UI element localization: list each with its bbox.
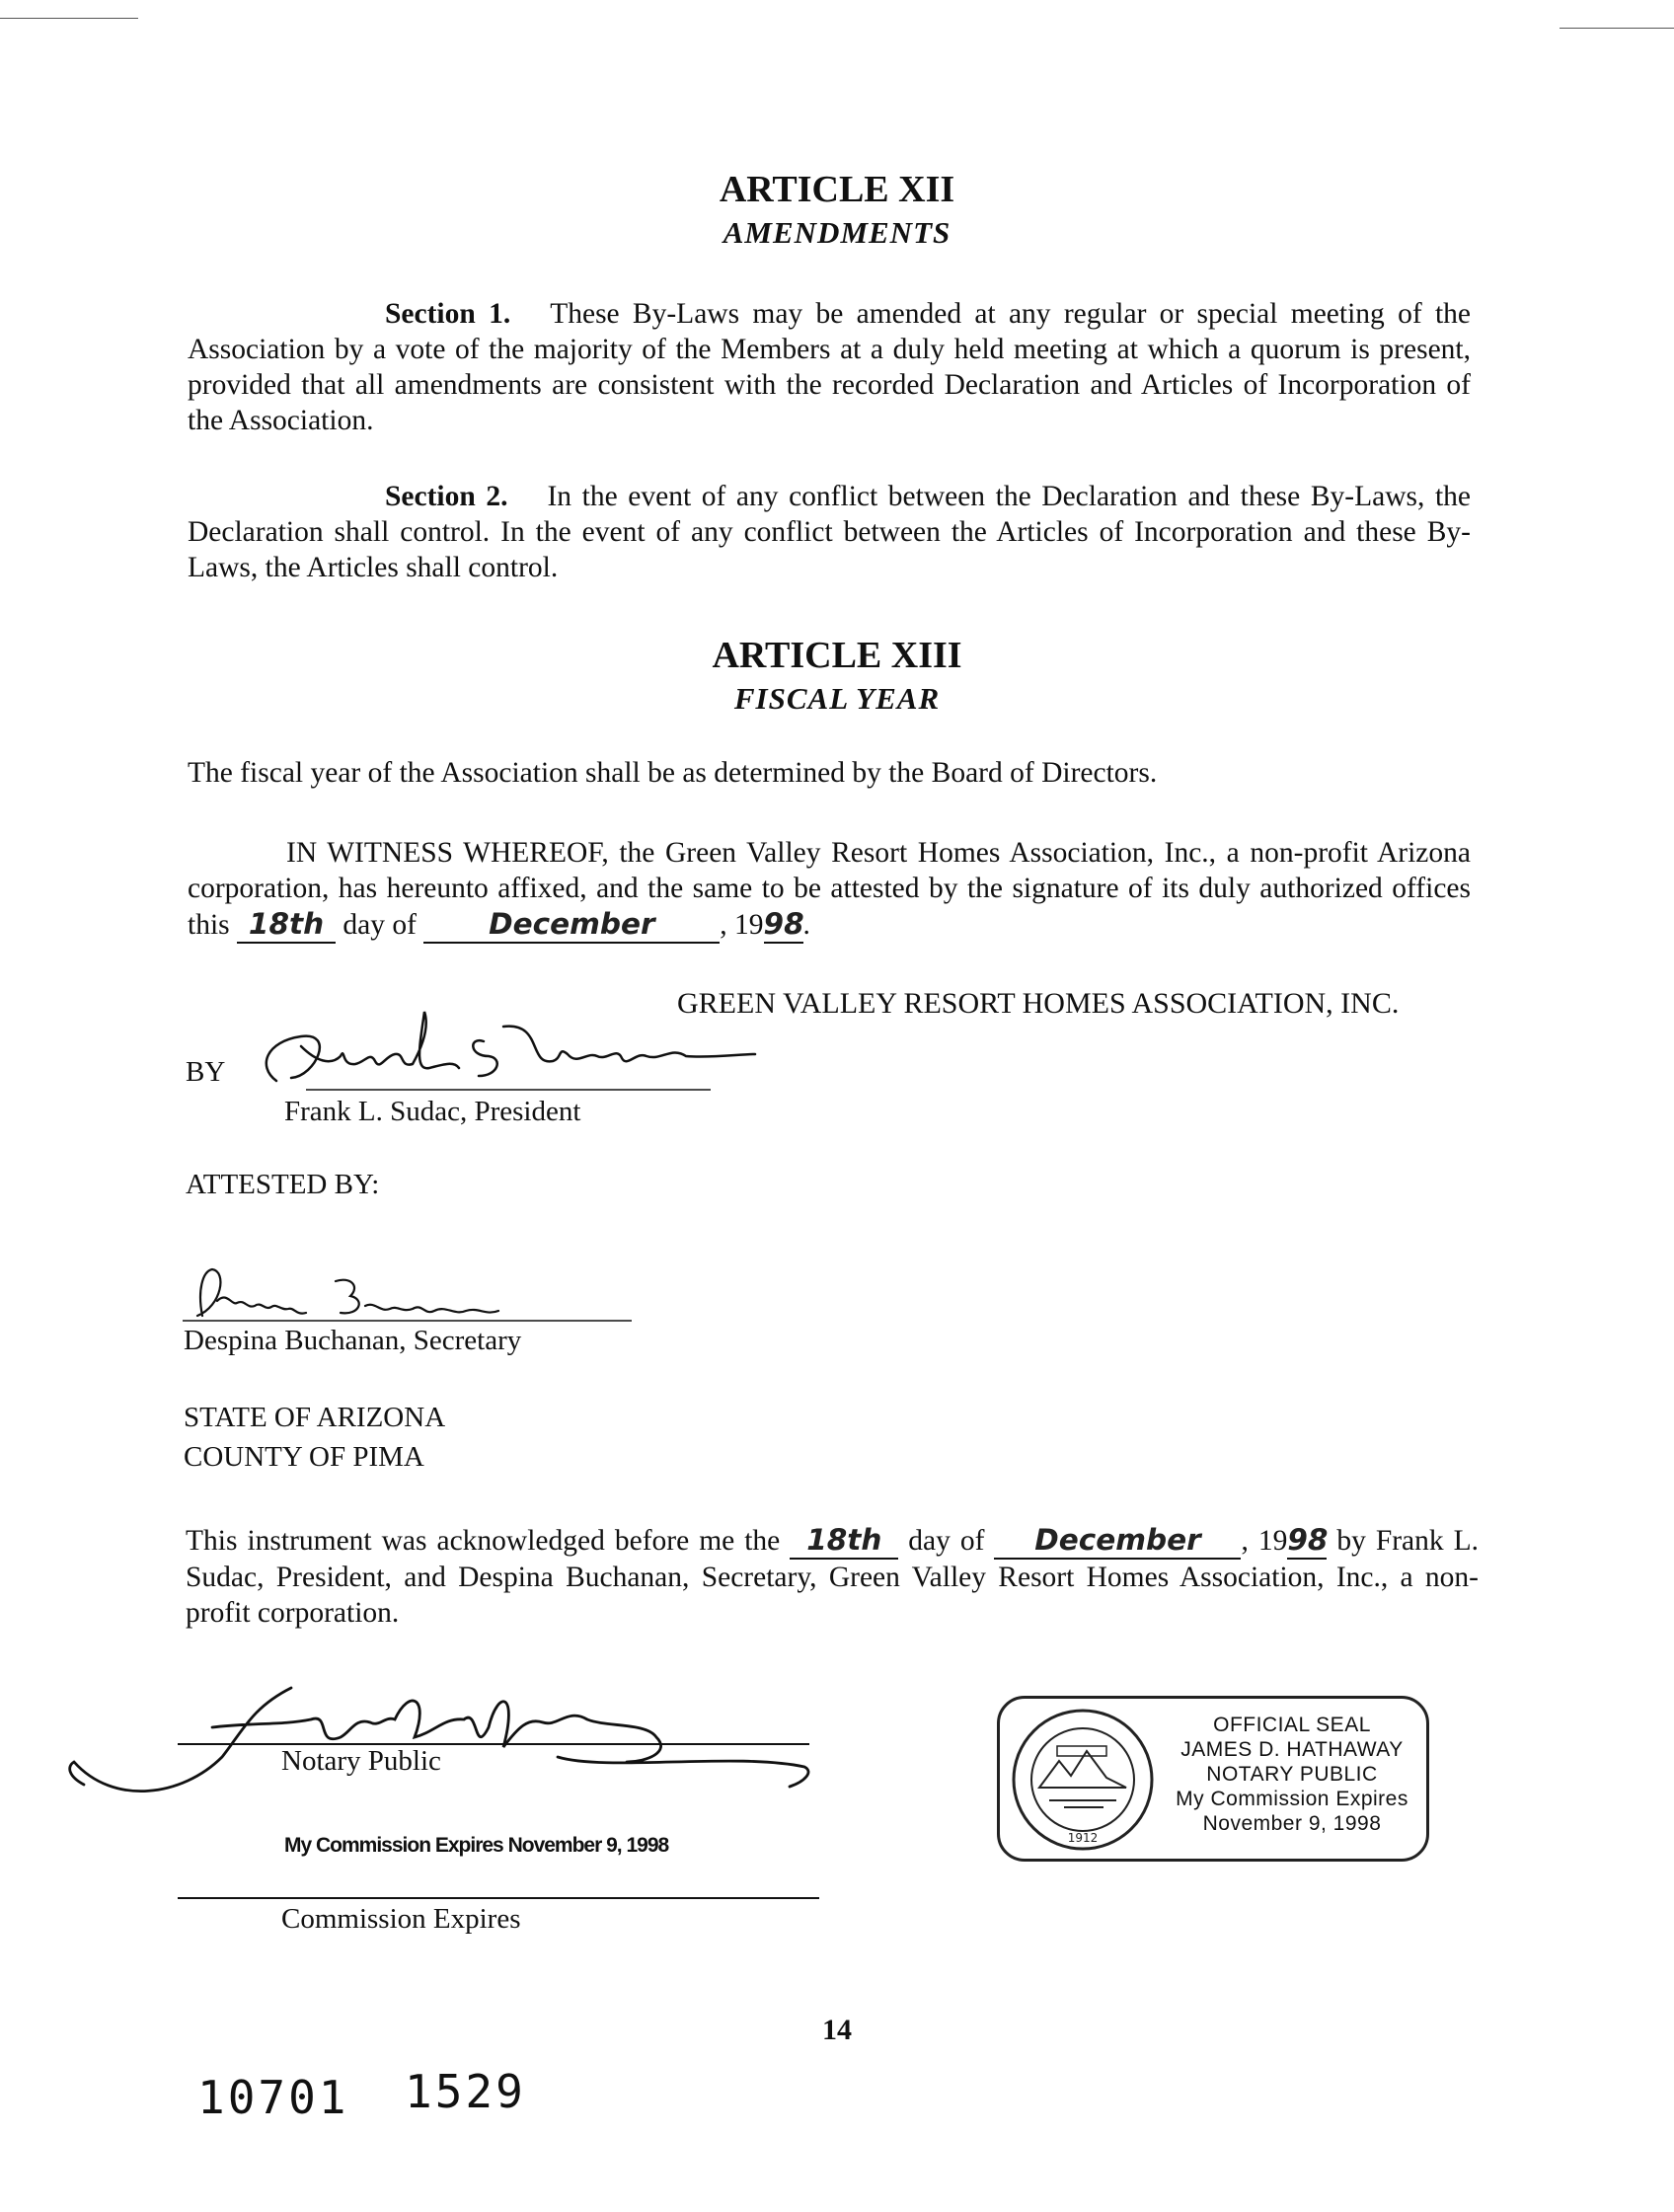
article-13-subtitle: FISCAL YEAR: [733, 681, 941, 716]
witness-year-prefix: , 19: [720, 909, 764, 941]
president-name: Frank L. Sudac, President: [284, 1096, 581, 1127]
notary-signature-line: [178, 1743, 809, 1745]
article-12-section-2: [188, 479, 1471, 585]
acknowledgment-year-field: 98: [1287, 1522, 1327, 1560]
president-signature: [247, 1007, 760, 1106]
scan-artifact-line: [1560, 28, 1674, 29]
acknowledgment-rest: by Frank L. Sudac, President, and Despina Buchanan, Secretary, Green Valley Resort Homes Association, Inc., a non-profit corporation.: [186, 1525, 1480, 1629]
acknowledgment-day-of: day of: [908, 1525, 985, 1557]
section-2-label: Section 2.: [385, 481, 508, 512]
section-1-label: Section 1.: [385, 298, 511, 330]
commission-expires-line: [178, 1897, 819, 1899]
secretary-signature: [178, 1261, 642, 1331]
secretary-name: Despina Buchanan, Secretary: [184, 1325, 522, 1356]
acknowledgment-prefix: This instrument was acknowledged before me the: [186, 1525, 781, 1557]
recording-docket-number: 10701: [197, 2071, 349, 2124]
witness-end: .: [802, 909, 810, 941]
commission-expires-label: Commission Expires: [281, 1903, 521, 1935]
attested-by-label: ATTESTED BY:: [186, 1169, 380, 1200]
acknowledgment-year-prefix: , 19: [1241, 1525, 1288, 1557]
commission-expires-stamp: My Commission Expires November 9, 1998: [284, 1834, 669, 1857]
fiscal-year-text: The fiscal year of the Association shall be as determined by the Board of Directors.: [188, 757, 1158, 789]
seal-text-block: [1163, 1713, 1421, 1836]
witness-day-field: 18th: [237, 906, 336, 944]
witness-paragraph: [188, 835, 1471, 944]
seal-line-5: November 9, 1998: [1202, 1812, 1382, 1835]
seal-line-4: My Commission Expires: [1176, 1788, 1408, 1810]
by-label: BY: [186, 1056, 226, 1088]
scan-artifact-line: [0, 18, 138, 19]
seal-line-2: JAMES D. HATHAWAY: [1180, 1738, 1404, 1761]
acknowledgment-day-field: 18th: [790, 1522, 898, 1560]
article-13-title: ARTICLE XIII: [712, 635, 962, 676]
article-12-section-1: [188, 296, 1471, 438]
state-label: STATE OF ARIZONA: [184, 1402, 446, 1433]
witness-year-field: 98: [764, 906, 803, 944]
acknowledgment-paragraph: [186, 1522, 1479, 1631]
arizona-state-seal-icon: [1010, 1707, 1156, 1853]
witness-day-of: day of: [342, 909, 417, 941]
page-number: 14: [822, 2014, 852, 2046]
official-notary-seal: [997, 1696, 1429, 1862]
seal-year: 1912: [1067, 1831, 1099, 1845]
notary-public-label: Notary Public: [281, 1745, 441, 1777]
article-12-subtitle: AMENDMENTS: [723, 215, 951, 250]
article-12-title: ARTICLE XII: [719, 169, 955, 210]
recording-page-number: 1529: [405, 2065, 526, 2118]
witness-text: IN WITNESS WHEREOF, the Green Valley Resort Homes Association, Inc., a non-profit Arizona corporation, has hereunto affixed, and the same to be attested by the signature of its duly authorized offices this: [188, 837, 1471, 941]
section-1-text: These By-Laws may be amended at any regular or special meeting of the Association by a vote of the majority of the Members at a duly held meeting at which a quorum is present, provided that all amendments are consistent with the recorded Declaration and Articles of Incorporation of the Association.: [188, 298, 1471, 436]
seal-line-1: OFFICIAL SEAL: [1213, 1714, 1371, 1736]
association-name: GREEN VALLEY RESORT HOMES ASSOCIATION, INC.: [677, 987, 1400, 1020]
witness-month-field: December: [423, 906, 720, 944]
acknowledgment-month-field: December: [994, 1522, 1241, 1560]
section-2-text: In the event of any conflict between the Declaration and these By-Laws, the Declaration shall control. In the event of any conflict between the Articles of Incorporation and these By-Laws, the Articles shall control.: [188, 481, 1471, 583]
county-label: COUNTY OF PIMA: [184, 1441, 424, 1473]
seal-line-3: NOTARY PUBLIC: [1206, 1763, 1378, 1786]
